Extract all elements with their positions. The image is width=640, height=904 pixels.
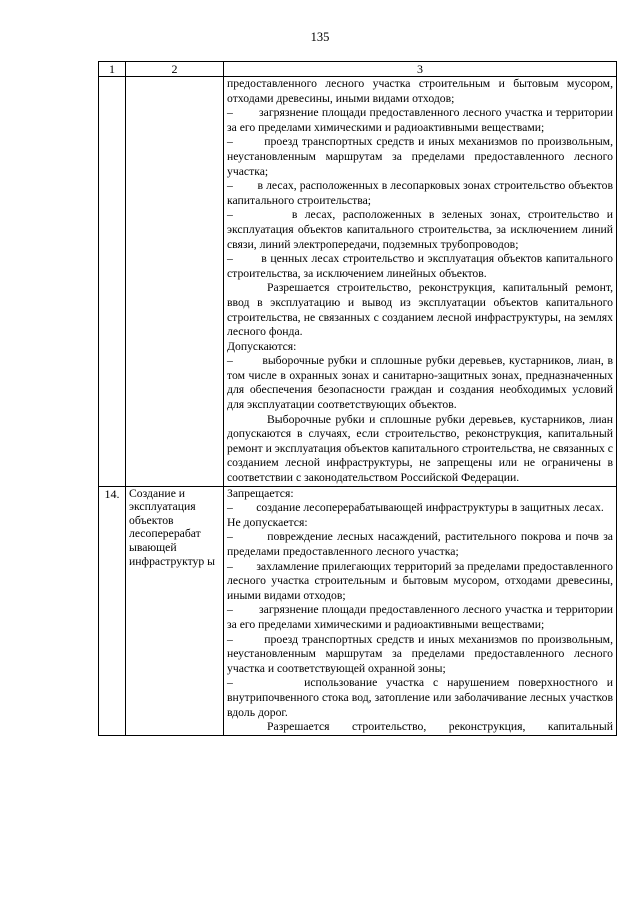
header-col-3: 3 — [224, 62, 617, 77]
content-paragraph: – захламление прилегающих территорий за пределами предоставленного лесного участка строительным и бытовым мусором, отходами древесины, иными видами отходов; — [227, 559, 613, 602]
table-header-row — [99, 62, 617, 77]
row-content — [224, 77, 617, 487]
row-name — [126, 486, 224, 735]
content-paragraph: – в лесах, расположенных в лесопарковых зонах строительство объектов капитального строительства; — [227, 179, 613, 207]
content-paragraph: – выборочные рубки и сплошные рубки деревьев, кустарников, лиан, в том числе в охранных зонах и санитарно-защитных зонах, предназначенных для обеспечения безопасности граждан и создания необходимых условий для эксплуатации соответствующих объектов. — [227, 354, 613, 412]
row-name-text: Создание и эксплуатация объектов лесоперерабат ывающей инфраструктур ы — [129, 486, 216, 568]
content-paragraph: Разрешается строительство, реконструкция, капитальный — [267, 720, 613, 734]
header-col-2: 2 — [126, 62, 224, 77]
content-paragraph: – проезд транспортных средств и иных механизмов по произвольным, неустановленным маршрутам за пределами предоставленного лесного участка и соответствующей охранной зоны; — [227, 632, 613, 675]
header-col-1: 1 — [99, 62, 126, 77]
content-paragraph: Выборочные рубки и сплошные рубки деревьев, кустарников, лиан допускаются в случаях, если строительство, реконструкция, капитальный ремонт и эксплуатация объектов капитального строительства, не связанных с созданием лесной инфраструктуры, не запрещены или не ограничены в соответствии с законодательством Российской Федерации. — [227, 412, 613, 485]
content-paragraph: – в ценных лесах строительство и эксплуатация объектов капитального строительства, за исключением линейных объектов. — [227, 252, 613, 280]
content-paragraph: предоставленного лесного участка строительным и бытовым мусором, отходами древесины, иными видами отходов; — [227, 77, 613, 105]
row-content — [224, 486, 617, 735]
table-row — [99, 77, 617, 487]
content-paragraph: Запрещается: — [227, 486, 294, 500]
content-paragraph: – загрязнение площади предоставленного лесного участка и территории за его пределами химическими и радиоактивными веществами; — [227, 106, 613, 134]
table-row — [99, 486, 617, 735]
row-number: 14. — [99, 486, 126, 735]
content-paragraph: Допускаются: — [227, 339, 297, 353]
row-content-text — [224, 487, 616, 735]
content-paragraph: Не допускается: — [227, 515, 308, 529]
row-content-text — [224, 77, 616, 486]
regulation-table — [98, 61, 617, 736]
page-number: 135 — [310, 30, 330, 44]
content-paragraph: – в лесах, расположенных в зеленых зонах, строительство и эксплуатация объектов капитального строительства, за исключением линий связи, линий электропередачи, подземных трубопроводов; — [227, 208, 613, 251]
row-name — [126, 77, 224, 487]
row-number — [99, 77, 126, 487]
content-paragraph: – загрязнение площади предоставленного лесного участка и территории за его пределами химическими и радиоактивными веществами; — [227, 603, 613, 631]
content-paragraph: – проезд транспортных средств и иных механизмов по произвольным, неустановленным маршрутам за пределами предоставленного лесного участка; — [227, 135, 613, 178]
content-paragraph: Разрешается строительство, реконструкция, капитальный ремонт, ввод в эксплуатацию и вывод из эксплуатации объектов капитального строительства, не связанных с созданием лесной инфраструктуры, на землях лесного фонда. — [227, 281, 613, 339]
content-paragraph: – повреждение лесных насаждений, растительного покрова и почв за пределами предоставленного лесного участка; — [227, 530, 613, 558]
content-paragraph: – использование участка с нарушением поверхностного и внутрипочвенного стока вод, затопление или заболачивание лесных участков вдоль дорог. — [227, 676, 613, 719]
content-paragraph: – создание лесоперерабатывающей инфраструктуры в защитных лесах. — [227, 501, 604, 515]
